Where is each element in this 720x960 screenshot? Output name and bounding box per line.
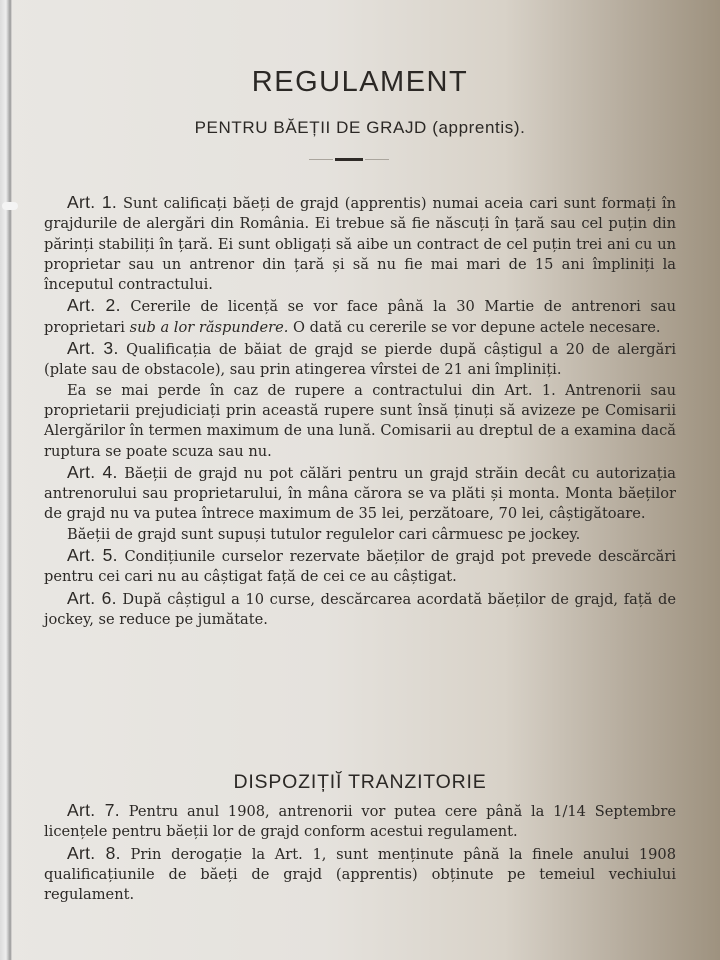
article-label: Art. 7. [67,800,120,820]
article-4-continued [44,525,676,545]
article-6 [44,588,676,631]
article-text: Băeții de grajd nu pot călări pentru un grajd străin decât cu autorizația antrenorului sau proprietarului, în mâna cărora se va plăti și monta. Monta băeților de grajd nu va putea întrece maximum de 35 lei, perzătoare, 70 lei, câștigătoare. [44,464,676,523]
article-text: Sunt calificați băeți de grajd (apprentis) numai aceia cari sunt formați în grajdurile de alergări din România. Ei trebue să fie născuți în țară sau cel puțin din părinți stabiliți în țară. Ei sunt obligați să aibe un contract de cel puțin trei ani cu un proprietar sau un antrenor din țară și să nu fie mai mari de 15 ani împliniți la începutul contractului. [44,195,676,294]
article-label: Art. 4. [67,461,118,482]
title-divider [335,158,363,161]
article-text: Condițiunile curselor rezervate băeților de grajd pot prevede descărcări pentru cei cari nu au câștigat față de cei ce au câștigat. [44,548,677,586]
article-label: Art. 3. [67,338,119,359]
article-text: O dată cu cererile se vor depune actele necesare. [293,318,661,336]
page-subtitle: PENTRU BĂEȚII DE GRAJD (apprentis). [194,118,526,137]
article-3 [44,338,676,381]
article-text: După câștigul a 10 curse, descărcarea acordată băeților de grajd, față de jockey, se reduce pe jumătate. [44,590,676,628]
article-label: Art. 5. [67,545,118,566]
article-2 [44,295,676,338]
article-3-continued [44,381,676,462]
article-label: Art. 2. [67,295,121,316]
article-text: Băeții de grajd sunt supuși tutulor regulelor cari cârmuesc pe jockey. [67,525,581,543]
article-8 [44,843,676,906]
article-text: Pentru anul 1908, antrenorii vor putea cere până la 1/14 Septembre licențele pentru băeții lor de grajd conform acestui regulament. [44,803,677,841]
transitional-body [44,800,676,905]
articles-body [44,192,676,630]
article-label: Art. 1. [67,192,118,212]
article-7 [44,800,676,843]
article-text: Qualificația de băiat de grajd se pierde după câștigul a 20 de alergări (plate sau de obstacole), sau prin atingerea vîrstei de 21 ani împliniți. [44,341,676,379]
section-title: DISPOZIȚIĬ TRANZITORIE [233,771,487,793]
article-label: Art. 8. [67,842,121,863]
article-label: Art. 6. [67,587,117,608]
article-text: Ea se mai perde în caz de rupere a contractului din Art. 1. Antrenorii sau proprietarii prejudiciați prin această rupere sunt însă ținuți să avizeze pe Comisarii Alergărilor în termen maximum de una lună. Comisarii au dreptul de a examina dacă ruptura se poate scuza sau nu. [44,381,676,460]
article-text: Cererile de licență se vor face până la 30 Martie de antrenori sau proprietari [44,298,676,336]
article-4 [44,462,676,525]
page-title: REGULAMENT [251,66,469,98]
article-5 [44,545,676,588]
article-text-italic: sub a lor răspundere. [129,318,289,336]
article-text: Prin derogație la Art. 1, sunt menținute până la finele anului 1908 qualificațiunile de băeți de grajd (apprentis) obținute pe temeiul vechiului regulament. [44,845,676,904]
article-1 [44,192,676,295]
